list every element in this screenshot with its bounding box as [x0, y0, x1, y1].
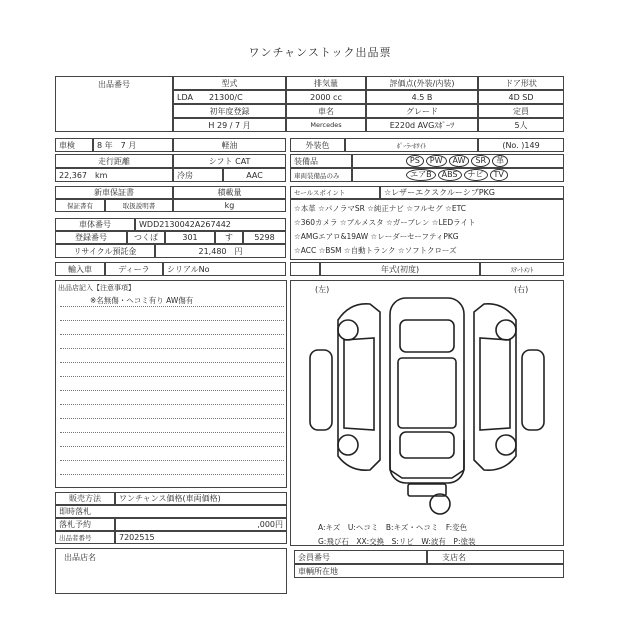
car-diagram-icon [290, 280, 564, 546]
displacement-value: 2000 cc [286, 90, 366, 104]
notes-title: 出品店記入【注意事項】 [58, 284, 135, 292]
ac-label: 冷房 [173, 168, 223, 182]
model-type-label: 型式 [173, 76, 286, 90]
sale-cut-label: 即時落札 [55, 505, 287, 518]
equipment-item: SR [471, 155, 490, 167]
notes-line1: ※名無傷・ヘコミ有り AW傷有 [90, 296, 194, 305]
equipment2-label: 車両装備品のみ [290, 168, 352, 182]
notes-line [60, 306, 284, 307]
door-label: ドア形状 [478, 76, 564, 90]
vin-value: WDD2130042A267442 [135, 218, 286, 231]
selling-label: セールスポイント [290, 186, 380, 199]
sale-method-label: 販売方法 [55, 492, 115, 505]
equipment2-item: TV [490, 169, 508, 181]
customer-no-label: 出品者番号 [55, 531, 115, 544]
equipment2-item: エアB [406, 169, 436, 181]
weight-unit: kg [173, 199, 286, 212]
notes-line [60, 418, 284, 419]
diagram-right-label: (右) [514, 285, 529, 294]
plate-num1: 301 [165, 231, 215, 244]
plate-num2: 5298 [243, 231, 286, 244]
equipment2-item: ナビ [464, 169, 488, 181]
equipment2-item: ABS [438, 169, 462, 181]
exterior-color-value: ﾎﾟｰﾗｰﾎﾜｲﾄ [345, 138, 478, 152]
option-line: ☆AMGエアロ&19AW ☆レーダーセーフティPKG [294, 232, 459, 241]
fuel-label: 軽油 [173, 138, 286, 152]
diagram-left-label: (左) [315, 285, 330, 294]
notes-line [60, 446, 284, 447]
notes-line [60, 320, 284, 321]
mileage-value: 22,367 km [55, 168, 173, 182]
sale-reserve-label: 落札予約 [55, 518, 115, 531]
vin-label: 車体番号 [55, 218, 135, 231]
notes-line [60, 404, 284, 405]
option-line: ☆360カメラ ☆ブルメスタ ☆ガーブレン ☆LEDライト [294, 218, 476, 227]
equipment-item: AW [449, 155, 470, 167]
grade-label: 評価点(外装/内装) [366, 76, 478, 90]
import-dealer: ディーラ [105, 262, 163, 276]
notes-line [60, 362, 284, 363]
import-blank [290, 262, 320, 276]
member-label: 会員番号 [294, 550, 427, 564]
door-value: 4D SD [478, 90, 564, 104]
equipment-item: PS [406, 155, 424, 167]
equipment-item: 革 [492, 155, 508, 167]
sale-method-value: ワンチャンス価格(車両価格) [115, 492, 287, 505]
equipment-items [352, 154, 564, 168]
inspection-value: 8 年 7 月 [93, 138, 173, 152]
warranty-label: 保証書有 [55, 199, 105, 212]
plate-kana: す [215, 231, 243, 244]
capacity-value: 5人 [478, 118, 564, 132]
option-line: ☆本革 ☆パノラマSR ☆純正ナビ ☆フルセグ ☆ETC [294, 204, 466, 213]
legend-line1: A:キズ U:ヘコミ B:キズ・ヘコミ F:変色 [318, 523, 468, 532]
notes-box [55, 280, 287, 488]
option-line: ☆ACC ☆BSM ☆自動トランク ☆ソフトクローズ [294, 246, 457, 255]
mileage-label: 走行距離 [55, 154, 173, 168]
grade-name-value: E220d AVGｽﾎﾟｰﾂ [366, 118, 478, 132]
displacement-label: 排気量 [286, 76, 366, 90]
weight-label: 積載量 [173, 186, 286, 199]
equipment-item: PW [426, 155, 447, 167]
grade-name-label: グレード [366, 104, 478, 118]
notes-line [60, 348, 284, 349]
recycle-value: 21,480 円 [155, 244, 286, 258]
ac-value: AAC [223, 168, 286, 182]
model-year-label: 年式(初度) [320, 262, 480, 276]
equipment-label: 装備品 [290, 154, 352, 168]
recycle-label: リサイクル預託金 [55, 244, 155, 258]
exterior-color-label: 外装色 [290, 138, 345, 152]
model-year-note: ｽﾃｰﾄﾒﾝﾄ [480, 262, 564, 276]
color-no: (No. )149 [478, 138, 564, 152]
notes-line [60, 334, 284, 335]
shop-label: 出品店名 [64, 553, 96, 562]
serial-label: シリアルNo [163, 262, 286, 276]
notes-line [60, 474, 284, 475]
plate-area: つくば [127, 231, 165, 244]
sale-reserve-value: ,000円 [115, 518, 287, 531]
selling-value: ☆レザーエクスクルーシブPKG [380, 186, 564, 199]
equipment2-items [352, 168, 564, 182]
shift-label: シフト CAT [173, 154, 286, 168]
grade-value: 4.5 B [366, 90, 478, 104]
location-label: 車輌所在地 [294, 564, 564, 578]
plate-label: 登録番号 [55, 231, 127, 244]
store-label: 支店名 [427, 550, 564, 564]
car-name-value: Mercedes [286, 118, 366, 132]
sheet-title: ワンチャンストック出品票 [248, 46, 392, 59]
notes-line [60, 432, 284, 433]
car-name-label: 車名 [286, 104, 366, 118]
model-type-value: LDA 21300/C [173, 90, 286, 104]
notes-line [60, 460, 284, 461]
customer-no-value: 7202515 [115, 531, 287, 544]
inspection-label: 車検 [55, 138, 93, 152]
first-reg-value: H 29 / 7 月 [173, 118, 286, 132]
manual-label: 取扱説明書 [105, 199, 173, 212]
lot-label: 出品番号 [55, 76, 173, 132]
first-reg-label: 初年度登録 [173, 104, 286, 118]
capacity-label: 定員 [478, 104, 564, 118]
new-warranty-label: 新車保証書 [55, 186, 173, 199]
import-label: 輸入車 [55, 262, 105, 276]
notes-line [60, 376, 284, 377]
notes-line [60, 390, 284, 391]
legend-line2: G:飛び石 XX:交換 S:リビ W:波有 P:塗装 [318, 537, 476, 546]
